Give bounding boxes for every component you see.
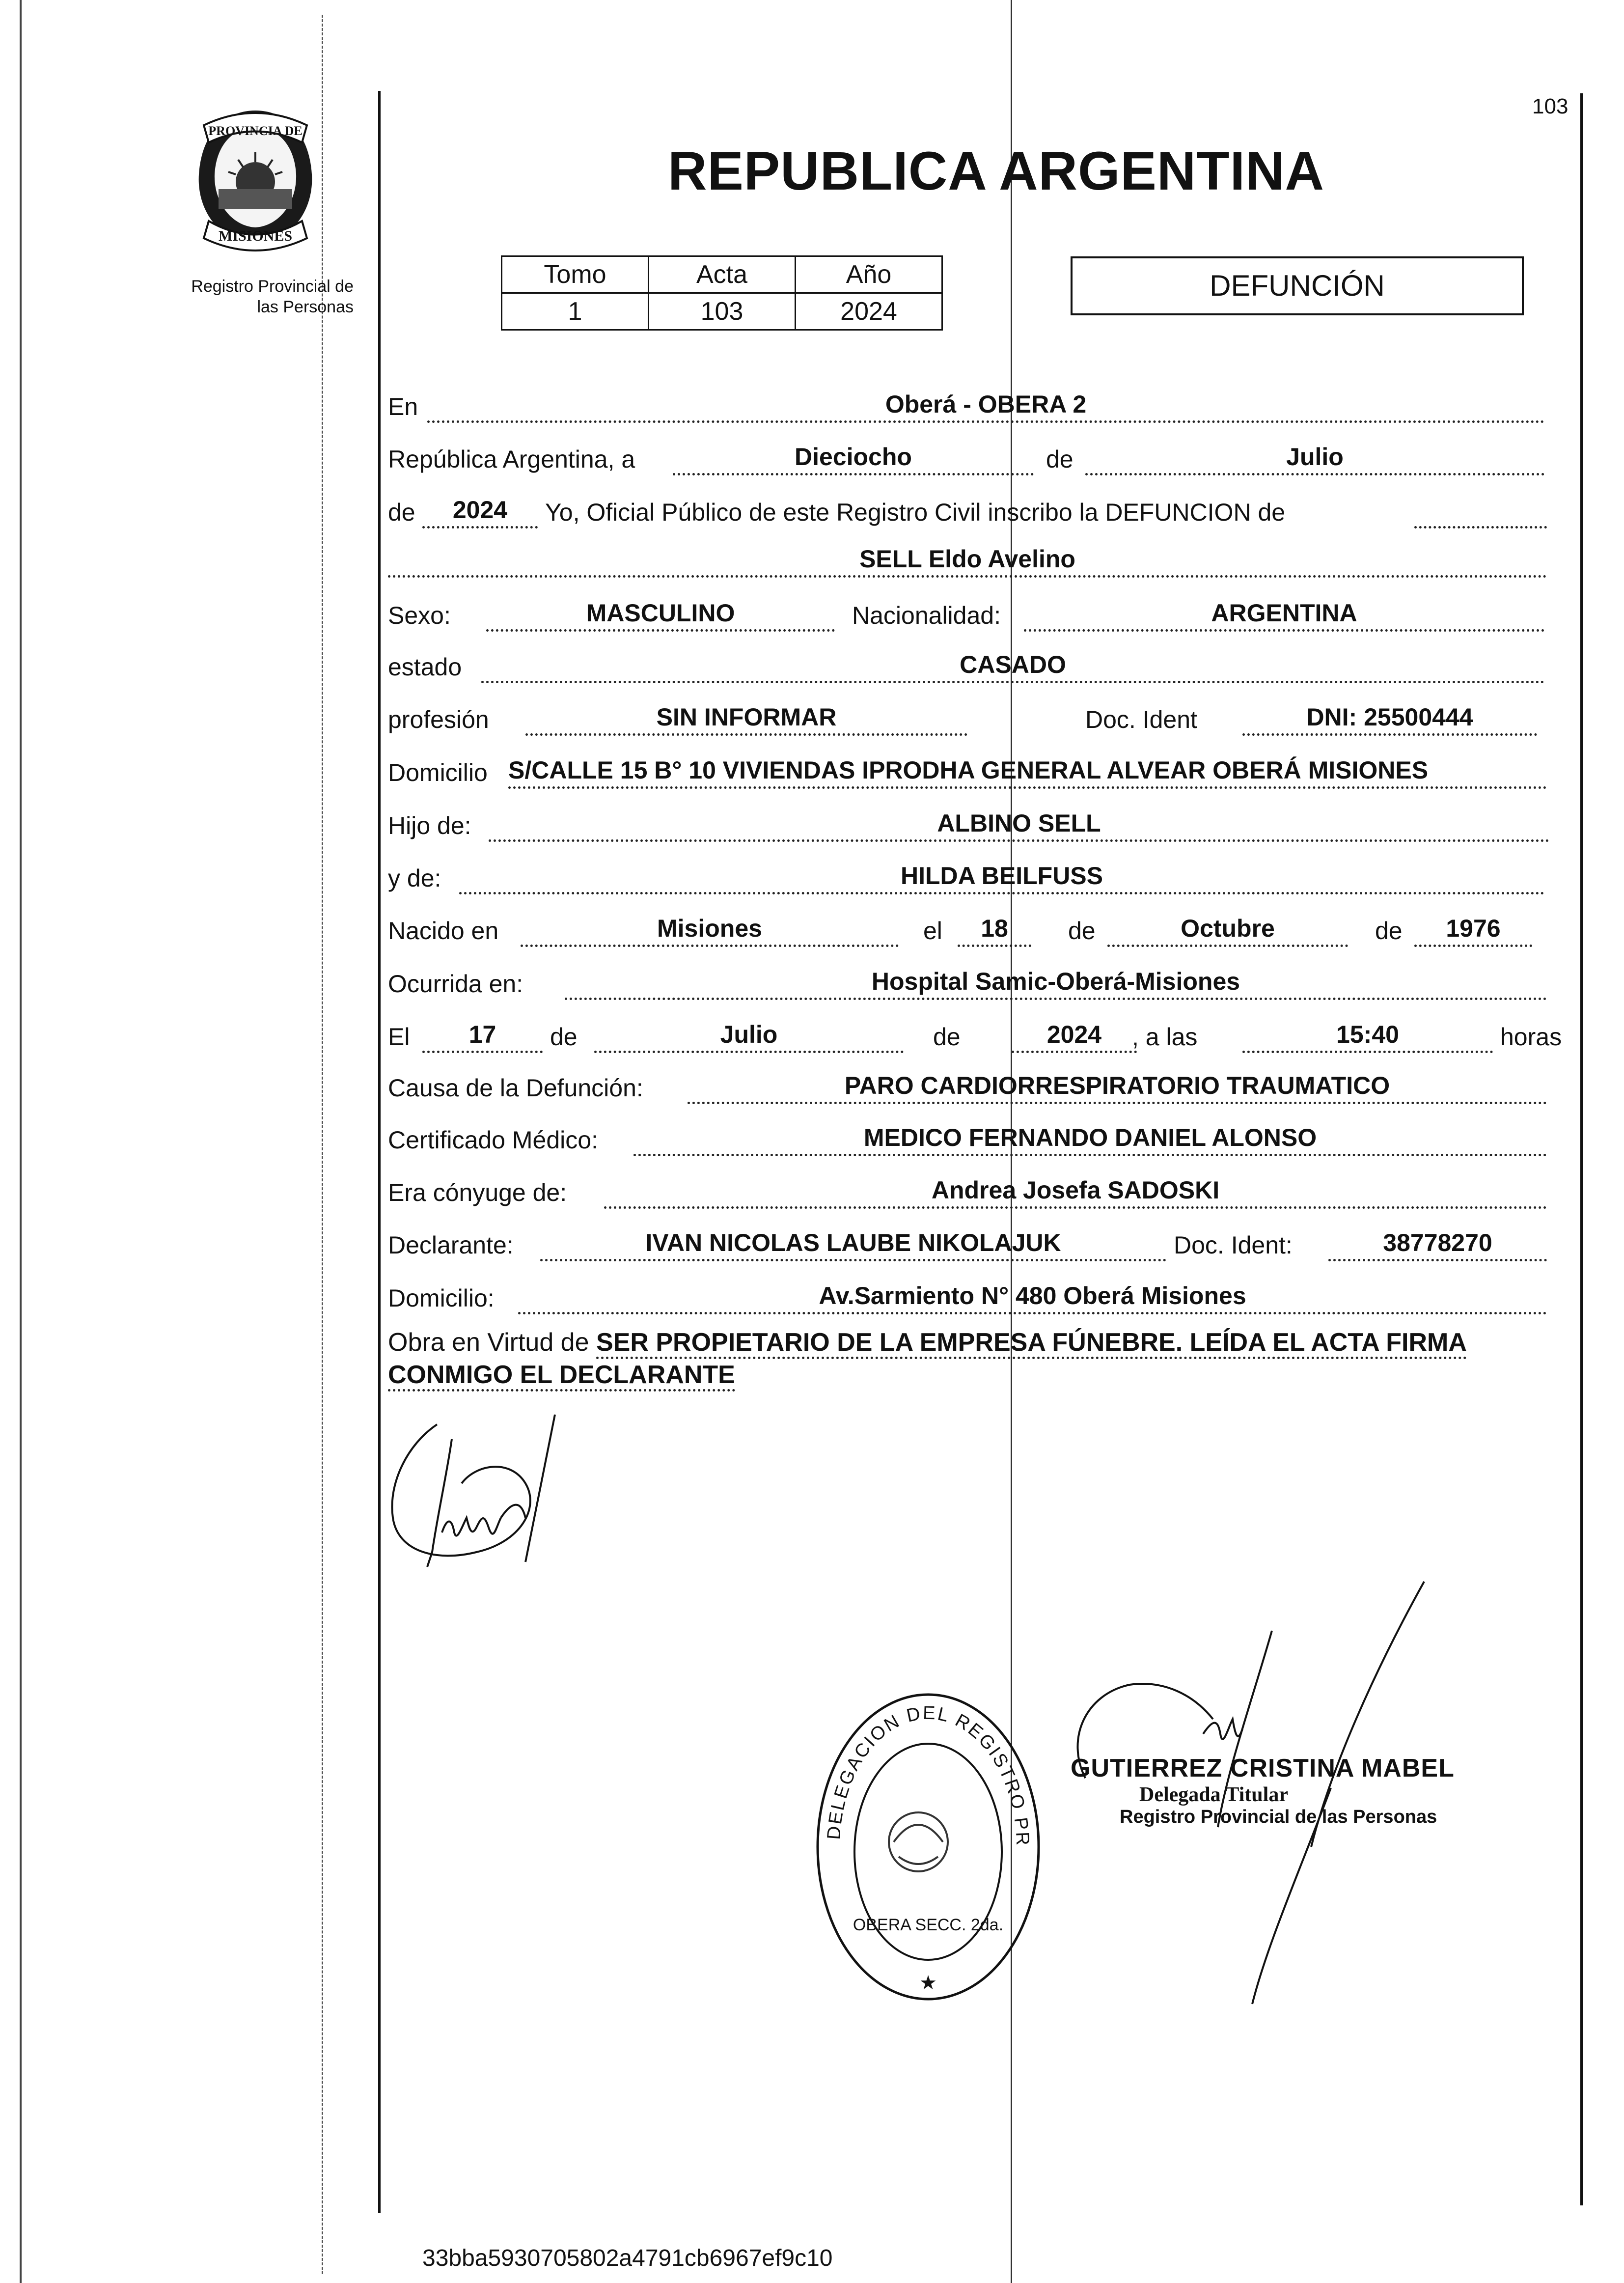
edge-line <box>20 0 22 2283</box>
row-yde <box>388 852 1547 896</box>
record-table <box>501 255 943 331</box>
row-year <box>388 486 1547 530</box>
sexo-value: MASCULINO <box>486 599 835 632</box>
svg-text:★: ★ <box>919 1972 937 1994</box>
certificado-value: MEDICO FERNANDO DANIEL ALONSO <box>633 1123 1547 1156</box>
death-month: Julio <box>594 1020 904 1053</box>
row-ocurrida <box>388 958 1547 1002</box>
death-day: 17 <box>422 1020 543 1053</box>
doc2-value: 38778270 <box>1328 1228 1547 1261</box>
row-death-date <box>388 1011 1562 1055</box>
ocurrida-value: Hospital Samic-Oberá-Misiones <box>565 967 1547 1000</box>
en-label: En <box>388 393 418 420</box>
registry-label-line2: las Personas <box>257 298 354 316</box>
svg-text:PROVINCIA DE: PROVINCIA DE <box>208 124 303 138</box>
nacido-label: Nacido en <box>388 917 499 945</box>
birth-month: Octubre <box>1107 914 1348 947</box>
svg-text:OBERA SECC. 2da.: OBERA SECC. 2da. <box>853 1916 1004 1934</box>
de4-label: de <box>1375 917 1403 945</box>
doc-label: Doc. Ident <box>1085 706 1197 733</box>
doc2-label: Doc. Ident: <box>1174 1231 1293 1259</box>
obra-value: SER PROPIETARIO DE LA EMPRESA FÚNEBRE. LEÍDA EL ACTA FIRMA CONMIGO EL DECLARANTE <box>388 1328 1467 1392</box>
yo-text: Yo, Oficial Público de este Registro Civil inscribo la DEFUNCION de <box>545 499 1286 526</box>
record-type-box: DEFUNCIÓN <box>1071 256 1524 315</box>
binding-dashes <box>322 15 323 2274</box>
row-sexo <box>388 589 1547 634</box>
official-name: GUTIERREZ CRISTINA MABEL <box>1071 1754 1455 1782</box>
row-date <box>388 433 1547 477</box>
day-value: Dieciocho <box>673 443 1034 475</box>
estado-value: CASADO <box>481 650 1544 683</box>
left-margin-line <box>378 91 381 2213</box>
page-title: REPUBLICA ARGENTINA <box>668 141 1324 201</box>
year-row-blank <box>1414 496 1547 529</box>
declarant-signature <box>378 1405 584 1614</box>
document-hash: 33bba5930705802a4791cb6967ef9c10 <box>422 2245 833 2271</box>
nacido-value: Misiones <box>521 914 899 947</box>
de2-label: de <box>388 499 415 526</box>
obra-paragraph <box>388 1326 1547 1391</box>
ocurrida-label: Ocurrida en: <box>388 970 523 998</box>
official-org: Registro Provincial de las Personas <box>1120 1807 1437 1827</box>
anio-label: Año <box>796 256 942 293</box>
doc-value: DNI: 25500444 <box>1242 703 1537 736</box>
official-seal <box>805 1675 1051 2021</box>
death-year: 2024 <box>1012 1020 1137 1053</box>
certificado-label: Certificado Médico: <box>388 1126 598 1154</box>
de3-label: de <box>1068 917 1096 945</box>
republica-label: República Argentina, a <box>388 445 635 473</box>
birth-year: 1976 <box>1414 914 1532 947</box>
horas-label: horas <box>1500 1023 1562 1051</box>
profesion-label: profesión <box>388 706 489 733</box>
alas-label: , a las <box>1132 1023 1198 1051</box>
causa-value: PARO CARDIORRESPIRATORIO TRAUMATICO <box>688 1071 1547 1104</box>
domicilio-label: Domicilio <box>388 759 488 786</box>
official-role: Delegada Titular <box>1139 1783 1288 1806</box>
tomo-label: Tomo <box>502 256 649 293</box>
row-certificado <box>388 1114 1547 1158</box>
hijo-value: ALBINO SELL <box>489 809 1549 842</box>
row-declarante <box>388 1219 1547 1263</box>
profesion-value: SIN INFORMAR <box>525 703 967 736</box>
row-profesion <box>388 694 1547 738</box>
conyuge-label: Era cónyuge de: <box>388 1179 567 1206</box>
row-en <box>388 381 1547 425</box>
right-margin-line <box>1580 93 1583 2205</box>
tomo-value: 1 <box>502 293 649 330</box>
obra-label: Obra en Virtud de <box>388 1328 589 1357</box>
de5-label: de <box>550 1023 578 1051</box>
domicilio2-value: Av.Sarmiento N° 480 Oberá Misiones <box>518 1281 1547 1314</box>
domicilio2-label: Domicilio: <box>388 1284 495 1312</box>
anio-value: 2024 <box>796 293 942 330</box>
el-label: el <box>923 917 942 945</box>
row-conyuge <box>388 1167 1547 1211</box>
svg-text:DELEGACION DEL REGISTRO PROVIN: DELEGACION DEL REGISTRO PR <box>824 1702 1033 1847</box>
yde-value: HILDA BEILFUSS <box>459 862 1544 894</box>
row-domicilio2 <box>388 1272 1547 1316</box>
estado-label: estado <box>388 653 462 681</box>
yde-label: y de: <box>388 864 441 892</box>
registry-label-line1: Registro Provincial de <box>191 277 354 296</box>
official-stamp <box>1071 1754 1455 1828</box>
sexo-label: Sexo: <box>388 602 451 629</box>
page-number: 103 <box>1532 94 1569 118</box>
hijo-label: Hijo de: <box>388 812 471 839</box>
row-domicilio <box>388 747 1547 791</box>
conyuge-value: Andrea Josefa SADOSKI <box>604 1176 1547 1209</box>
row-estado <box>388 641 1547 685</box>
registry-label <box>147 276 354 317</box>
de6-label: de <box>933 1023 961 1051</box>
death-time: 15:40 <box>1242 1020 1493 1053</box>
row-nacido <box>388 905 1547 949</box>
birth-day: 18 <box>958 914 1031 947</box>
declarante-label: Declarante: <box>388 1231 514 1259</box>
el2-label: El <box>388 1023 410 1051</box>
causa-label: Causa de la Defunción: <box>388 1074 643 1102</box>
acta-value: 103 <box>649 293 796 330</box>
nacionalidad-value: ARGENTINA <box>1024 599 1544 632</box>
de-label: de <box>1046 445 1073 473</box>
row-name <box>388 535 1547 580</box>
misiones-emblem <box>189 106 322 253</box>
svg-text:MISIONES: MISIONES <box>218 228 293 244</box>
year-value: 2024 <box>422 496 538 529</box>
row-causa <box>388 1062 1547 1106</box>
domicilio-value: S/CALLE 15 B° 10 VIVIENDAS IPRODHA GENERAL ALVEAR OBERÁ MISIONES <box>508 756 1547 789</box>
month-value: Julio <box>1085 443 1544 475</box>
acta-label: Acta <box>649 256 796 293</box>
en-value: Oberá - OBERA 2 <box>427 390 1544 423</box>
row-hijo <box>388 800 1547 844</box>
name-value: SELL Eldo Avelino <box>388 545 1547 578</box>
nacionalidad-label: Nacionalidad: <box>852 602 1001 629</box>
declarante-value: IVAN NICOLAS LAUBE NIKOLAJUK <box>540 1228 1166 1261</box>
